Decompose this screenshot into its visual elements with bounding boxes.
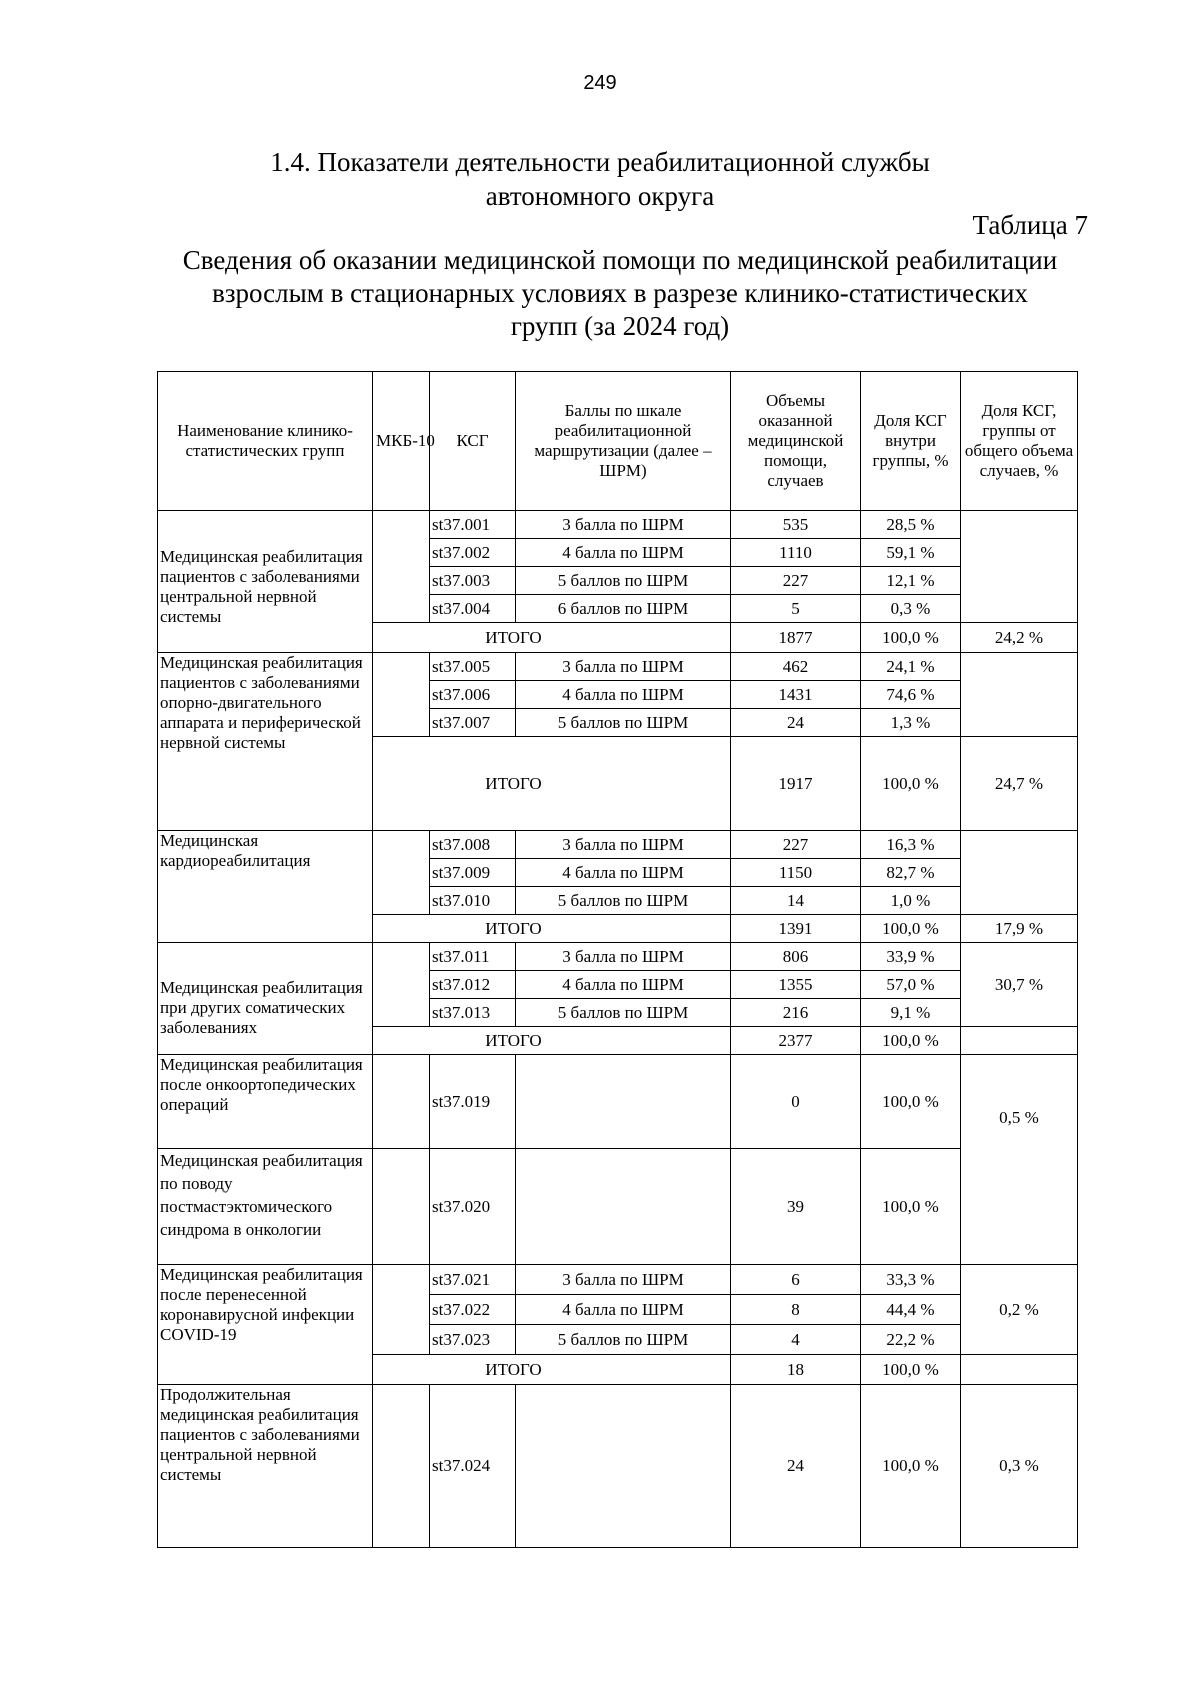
shrm-cell: 5 баллов по ШРМ	[516, 567, 731, 595]
itogo-label	[373, 1027, 731, 1055]
share-total-cell: 17,9 %	[961, 915, 1078, 943]
share-total-cell: 24,7 %	[961, 737, 1078, 831]
volume-cell: 216	[731, 999, 861, 1027]
itogo-label	[373, 915, 731, 943]
group-name: Медицинская реабилитация пациентов с заболеваниями центральной нервной системы	[158, 511, 373, 653]
share-total-cell: 0,3 %	[961, 1385, 1078, 1548]
volume-cell: 1431	[731, 681, 861, 709]
shrm-cell: 3 балла по ШРМ	[516, 653, 731, 681]
ksg-cell: st37.001	[430, 511, 516, 539]
total-volume: 1391	[731, 915, 861, 943]
table-caption-line: групп (за 2024 год)	[510, 311, 730, 341]
header-shrm: Баллы по шкале реабилитационной маршрутизации (далее – ШРМ)	[516, 372, 731, 511]
mkb-cell	[373, 943, 430, 1027]
ksg-cell: st37.021	[430, 1265, 516, 1295]
table-row	[158, 943, 1078, 971]
ksg-cell: st37.023	[430, 1325, 516, 1355]
table-row	[158, 831, 1078, 859]
share-total-cell	[961, 653, 1078, 737]
header-share-total: Доля КСГ, группы от общего объема случаев, %	[961, 372, 1078, 511]
ksg-cell: st37.009	[430, 859, 516, 887]
ksg-cell: st37.024	[430, 1385, 516, 1548]
itogo-text: ИТОГО	[485, 1359, 542, 1379]
header-row	[158, 372, 1078, 511]
itogo-text: ИТОГО	[485, 1030, 542, 1050]
ksg-cell: st37.010	[430, 887, 516, 915]
share-cell: 16,3 %	[861, 831, 961, 859]
header-share-in-group: Доля КСГ внутри группы, %	[861, 372, 961, 511]
shrm-cell: 3 балла по ШРМ	[516, 943, 731, 971]
mkb-cell	[373, 1265, 430, 1355]
volume-cell: 24	[731, 1385, 861, 1548]
total-share: 100,0 %	[861, 737, 961, 831]
mkb-cell	[373, 1055, 430, 1149]
share-cell: 44,4 %	[861, 1295, 961, 1325]
shrm-cell: 4 балла по ШРМ	[516, 681, 731, 709]
volume-cell: 1110	[731, 539, 861, 567]
volume-cell: 462	[731, 653, 861, 681]
mkb-cell	[373, 1385, 430, 1548]
volume-cell: 1150	[731, 859, 861, 887]
shrm-cell	[516, 1385, 731, 1548]
volume-cell: 8	[731, 1295, 861, 1325]
ksg-cell: st37.011	[430, 943, 516, 971]
volume-cell: 6	[731, 1265, 861, 1295]
share-cell: 82,7 %	[861, 859, 961, 887]
table-row	[158, 1265, 1078, 1295]
share-total-cell: 30,7 %	[961, 943, 1078, 1027]
volume-cell: 1355	[731, 971, 861, 999]
shrm-cell: 3 балла по ШРМ	[516, 831, 731, 859]
total-share: 100,0 %	[861, 1355, 961, 1385]
volume-cell: 227	[731, 831, 861, 859]
group-name: Медицинская реабилитация пациентов с заболеваниями опорно-двигательного аппарата и периферической нервной системы	[158, 653, 373, 831]
group-name: Медицинская реабилитация после онкоортопедических операций	[158, 1055, 373, 1149]
shrm-cell: 5 баллов по ШРМ	[516, 709, 731, 737]
table-row	[158, 1055, 1078, 1149]
total-volume: 1877	[731, 623, 861, 653]
volume-cell: 806	[731, 943, 861, 971]
itogo-text: ИТОГО	[485, 627, 542, 647]
share-cell: 100,0 %	[861, 1055, 961, 1149]
total-share: 100,0 %	[861, 915, 961, 943]
ksg-cell: st37.005	[430, 653, 516, 681]
itogo-label	[373, 737, 731, 831]
share-total-cell: 0,2 %	[961, 1265, 1078, 1355]
total-share: 100,0 %	[861, 623, 961, 653]
total-volume: 1917	[731, 737, 861, 831]
ksg-cell: st37.008	[430, 831, 516, 859]
share-cell: 33,3 %	[861, 1265, 961, 1295]
shrm-cell: 4 балла по ШРМ	[516, 539, 731, 567]
ksg-cell: st37.020	[430, 1149, 516, 1265]
header-mkb: МКБ-10	[373, 372, 430, 511]
group-name: Медицинская реабилитация при других соматических заболеваниях	[158, 943, 373, 1055]
header-name: Наименование клинико-статистических групп	[158, 372, 373, 511]
total-share: 100,0 %	[861, 1027, 961, 1055]
share-total-cell	[961, 831, 1078, 915]
table-label: Таблица 7	[972, 210, 1088, 240]
shrm-cell: 5 баллов по ШРМ	[516, 887, 731, 915]
shrm-cell: 5 баллов по ШРМ	[516, 1325, 731, 1355]
share-total-cell	[961, 511, 1078, 623]
share-cell: 33,9 %	[861, 943, 961, 971]
ksg-cell: st37.007	[430, 709, 516, 737]
volume-cell: 227	[731, 567, 861, 595]
ksg-cell: st37.012	[430, 971, 516, 999]
shrm-cell	[516, 1055, 731, 1149]
table-row	[158, 511, 1078, 539]
share-cell: 74,6 %	[861, 681, 961, 709]
group-name: Медицинская кардиореабилитация	[158, 831, 373, 943]
section-title-line: автономного округа	[485, 181, 715, 211]
table-caption-line: взрослым в стационарных условиях в разрезе клинико-статистических	[212, 278, 1028, 308]
share-cell: 59,1 %	[861, 539, 961, 567]
share-cell: 28,5 %	[861, 511, 961, 539]
share-cell: 24,1 %	[861, 653, 961, 681]
group-name: Медицинская реабилитация после перенесенной коронавирусной инфекции COVID-19	[158, 1265, 373, 1385]
ksg-cell: st37.006	[430, 681, 516, 709]
table-row	[158, 653, 1078, 681]
ksg-cell: st37.003	[430, 567, 516, 595]
shrm-cell: 4 балла по ШРМ	[516, 1295, 731, 1325]
itogo-text: ИТОГО	[485, 918, 542, 938]
mkb-cell	[373, 831, 430, 915]
section-title	[160, 145, 1040, 213]
volume-cell: 14	[731, 887, 861, 915]
share-cell: 22,2 %	[861, 1325, 961, 1355]
ksg-cell: st37.002	[430, 539, 516, 567]
share-cell: 100,0 %	[861, 1149, 961, 1265]
ksg-cell: st37.013	[430, 999, 516, 1027]
shrm-cell	[516, 1149, 731, 1265]
header-volume: Объемы оказанной медицинской помощи, случаев	[731, 372, 861, 511]
volume-cell: 0	[731, 1055, 861, 1149]
total-volume: 18	[731, 1355, 861, 1385]
page-number: 249	[583, 72, 617, 94]
table-caption-line: Сведения об оказании медицинской помощи по медицинской реабилитации	[182, 245, 1058, 275]
share-cell: 100,0 %	[861, 1385, 961, 1548]
ksg-cell: st37.019	[430, 1055, 516, 1149]
mkb-cell	[373, 653, 430, 737]
rehabilitation-table	[157, 371, 1078, 1548]
share-cell: 1,0 %	[861, 887, 961, 915]
mkb-cell	[373, 1149, 430, 1265]
mkb-cell	[373, 511, 430, 623]
itogo-label	[373, 623, 731, 653]
shrm-cell: 3 балла по ШРМ	[516, 511, 731, 539]
volume-cell: 24	[731, 709, 861, 737]
volume-cell: 535	[731, 511, 861, 539]
shrm-cell: 4 балла по ШРМ	[516, 859, 731, 887]
ksg-cell: st37.004	[430, 595, 516, 623]
volume-cell: 5	[731, 595, 861, 623]
share-total-cell	[961, 1027, 1078, 1055]
share-cell: 57,0 %	[861, 971, 961, 999]
shrm-cell: 3 балла по ШРМ	[516, 1265, 731, 1295]
group-name: Медицинская реабилитация по поводу постмастэктомического синдрома в онкологии	[158, 1149, 373, 1265]
share-cell: 9,1 %	[861, 999, 961, 1027]
header-ksg: КСГ	[430, 372, 516, 511]
shrm-cell: 6 баллов по ШРМ	[516, 595, 731, 623]
share-total-cell	[961, 1355, 1078, 1385]
share-cell: 1,3 %	[861, 709, 961, 737]
section-title-line: 1.4. Показатели деятельности реабилитационной службы	[270, 147, 930, 177]
volume-cell: 4	[731, 1325, 861, 1355]
share-cell: 0,3 %	[861, 595, 961, 623]
group-name: Продолжительная медицинская реабилитация пациентов с заболеваниями центральной нервной системы	[158, 1385, 373, 1548]
table-caption	[140, 244, 1100, 343]
share-total-cell: 0,5 %	[961, 1055, 1078, 1265]
table-row	[158, 1385, 1078, 1548]
shrm-cell: 4 балла по ШРМ	[516, 971, 731, 999]
share-cell: 12,1 %	[861, 567, 961, 595]
table-row	[158, 1149, 1078, 1265]
ksg-cell: st37.022	[430, 1295, 516, 1325]
itogo-text: ИТОГО	[485, 773, 542, 793]
volume-cell: 39	[731, 1149, 861, 1265]
share-total-cell: 24,2 %	[961, 623, 1078, 653]
shrm-cell: 5 баллов по ШРМ	[516, 999, 731, 1027]
itogo-label	[373, 1355, 731, 1385]
total-volume: 2377	[731, 1027, 861, 1055]
